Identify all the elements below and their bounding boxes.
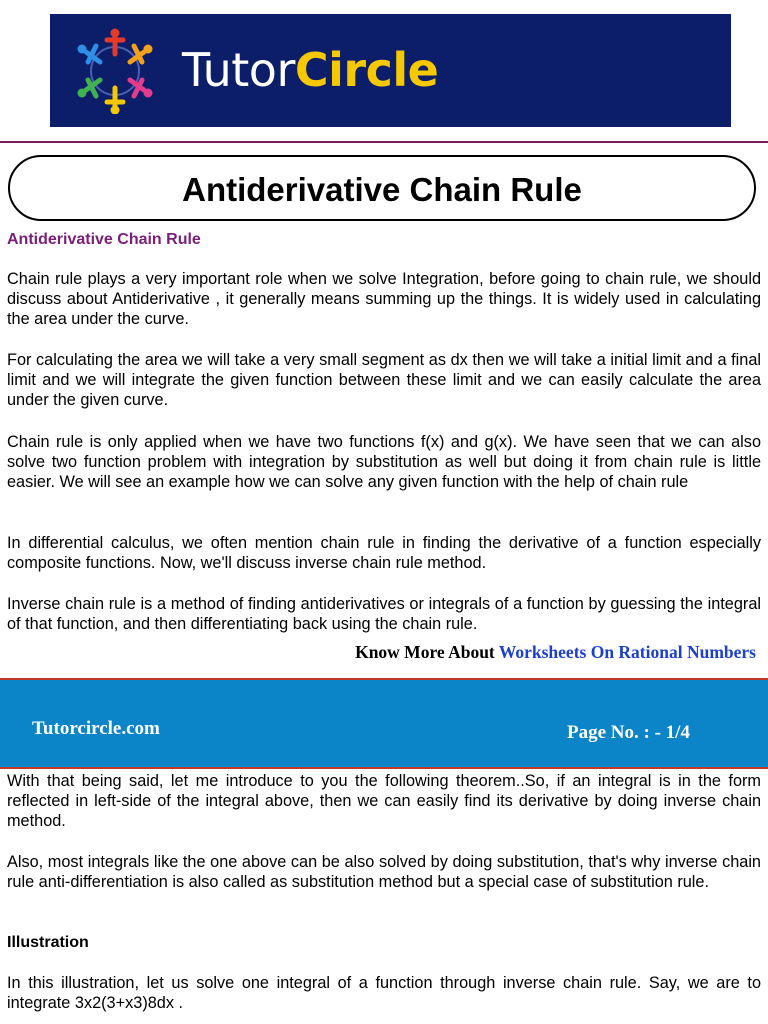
paragraph-1: Chain rule plays a very important role when we solve Integration, before going to chain rule, we should discuss about Antiderivative , it generally means summing up the things. It is widely used in calculating the area under the curve. — [7, 270, 761, 329]
title-box — [8, 155, 756, 221]
section-heading: Antiderivative Chain Rule — [7, 231, 201, 248]
paragraph-2: For calculating the area we will take a very small segment as dx then we will take a initial limit and a final limit and we will integrate the given function between these limit and we can easily calculate the area under the given curve. — [7, 351, 761, 410]
footer-page-number: Page No. : - 1/4 — [567, 722, 690, 743]
paragraph-3: Chain rule is only applied when we have two functions f(x) and g(x). We have seen that we can also solve two function problem with integration by substitution as well but doing it from chain rule is little easier. We will see an example how we can solve any given function with the help of chain rule — [7, 433, 761, 492]
header-divider — [0, 141, 768, 143]
brand-circle: Circle — [294, 43, 439, 97]
paragraph-5: Inverse chain rule is a method of finding antiderivatives or integrals of a function by guessing the integral of that function, and then differentiating back using the chain rule. — [7, 595, 761, 634]
know-more-line — [355, 641, 756, 663]
tutorcircle-logo-icon — [72, 28, 158, 114]
illustration-heading: Illustration — [7, 934, 89, 951]
paragraph-8: In this illustration, let us solve one integral of a function through inverse chain rule. Say, we are to integrate 3x2(3+x3)8dx . — [7, 974, 761, 1013]
paragraph-6: With that being said, let me introduce to you the following theorem..So, if an integral is in the form reflected in left-side of the integral above, then we can easily find its derivative by doing inverse chain method. — [7, 772, 761, 831]
paragraph-7: Also, most integrals like the one above can be also solved by doing substitution, that's why inverse chain rule anti-differentiation is also called as substitution method but a special case of substitution rule. — [7, 853, 761, 892]
brand-name — [182, 42, 438, 98]
know-more-link[interactable]: Worksheets On Rational Numbers — [498, 642, 756, 662]
header-banner — [50, 14, 731, 127]
page-footer — [0, 678, 768, 769]
paragraph-4: In differential calculus, we often mention chain rule in finding the derivative of a function especially composite functions. Now, we'll discuss inverse chain rule method. — [7, 534, 761, 573]
brand-tutor: Tutor — [182, 43, 295, 97]
footer-site[interactable]: Tutorcircle.com — [32, 718, 160, 739]
know-more-prefix: Know More About — [355, 642, 499, 662]
page-title: Antiderivative Chain Rule — [182, 171, 582, 208]
